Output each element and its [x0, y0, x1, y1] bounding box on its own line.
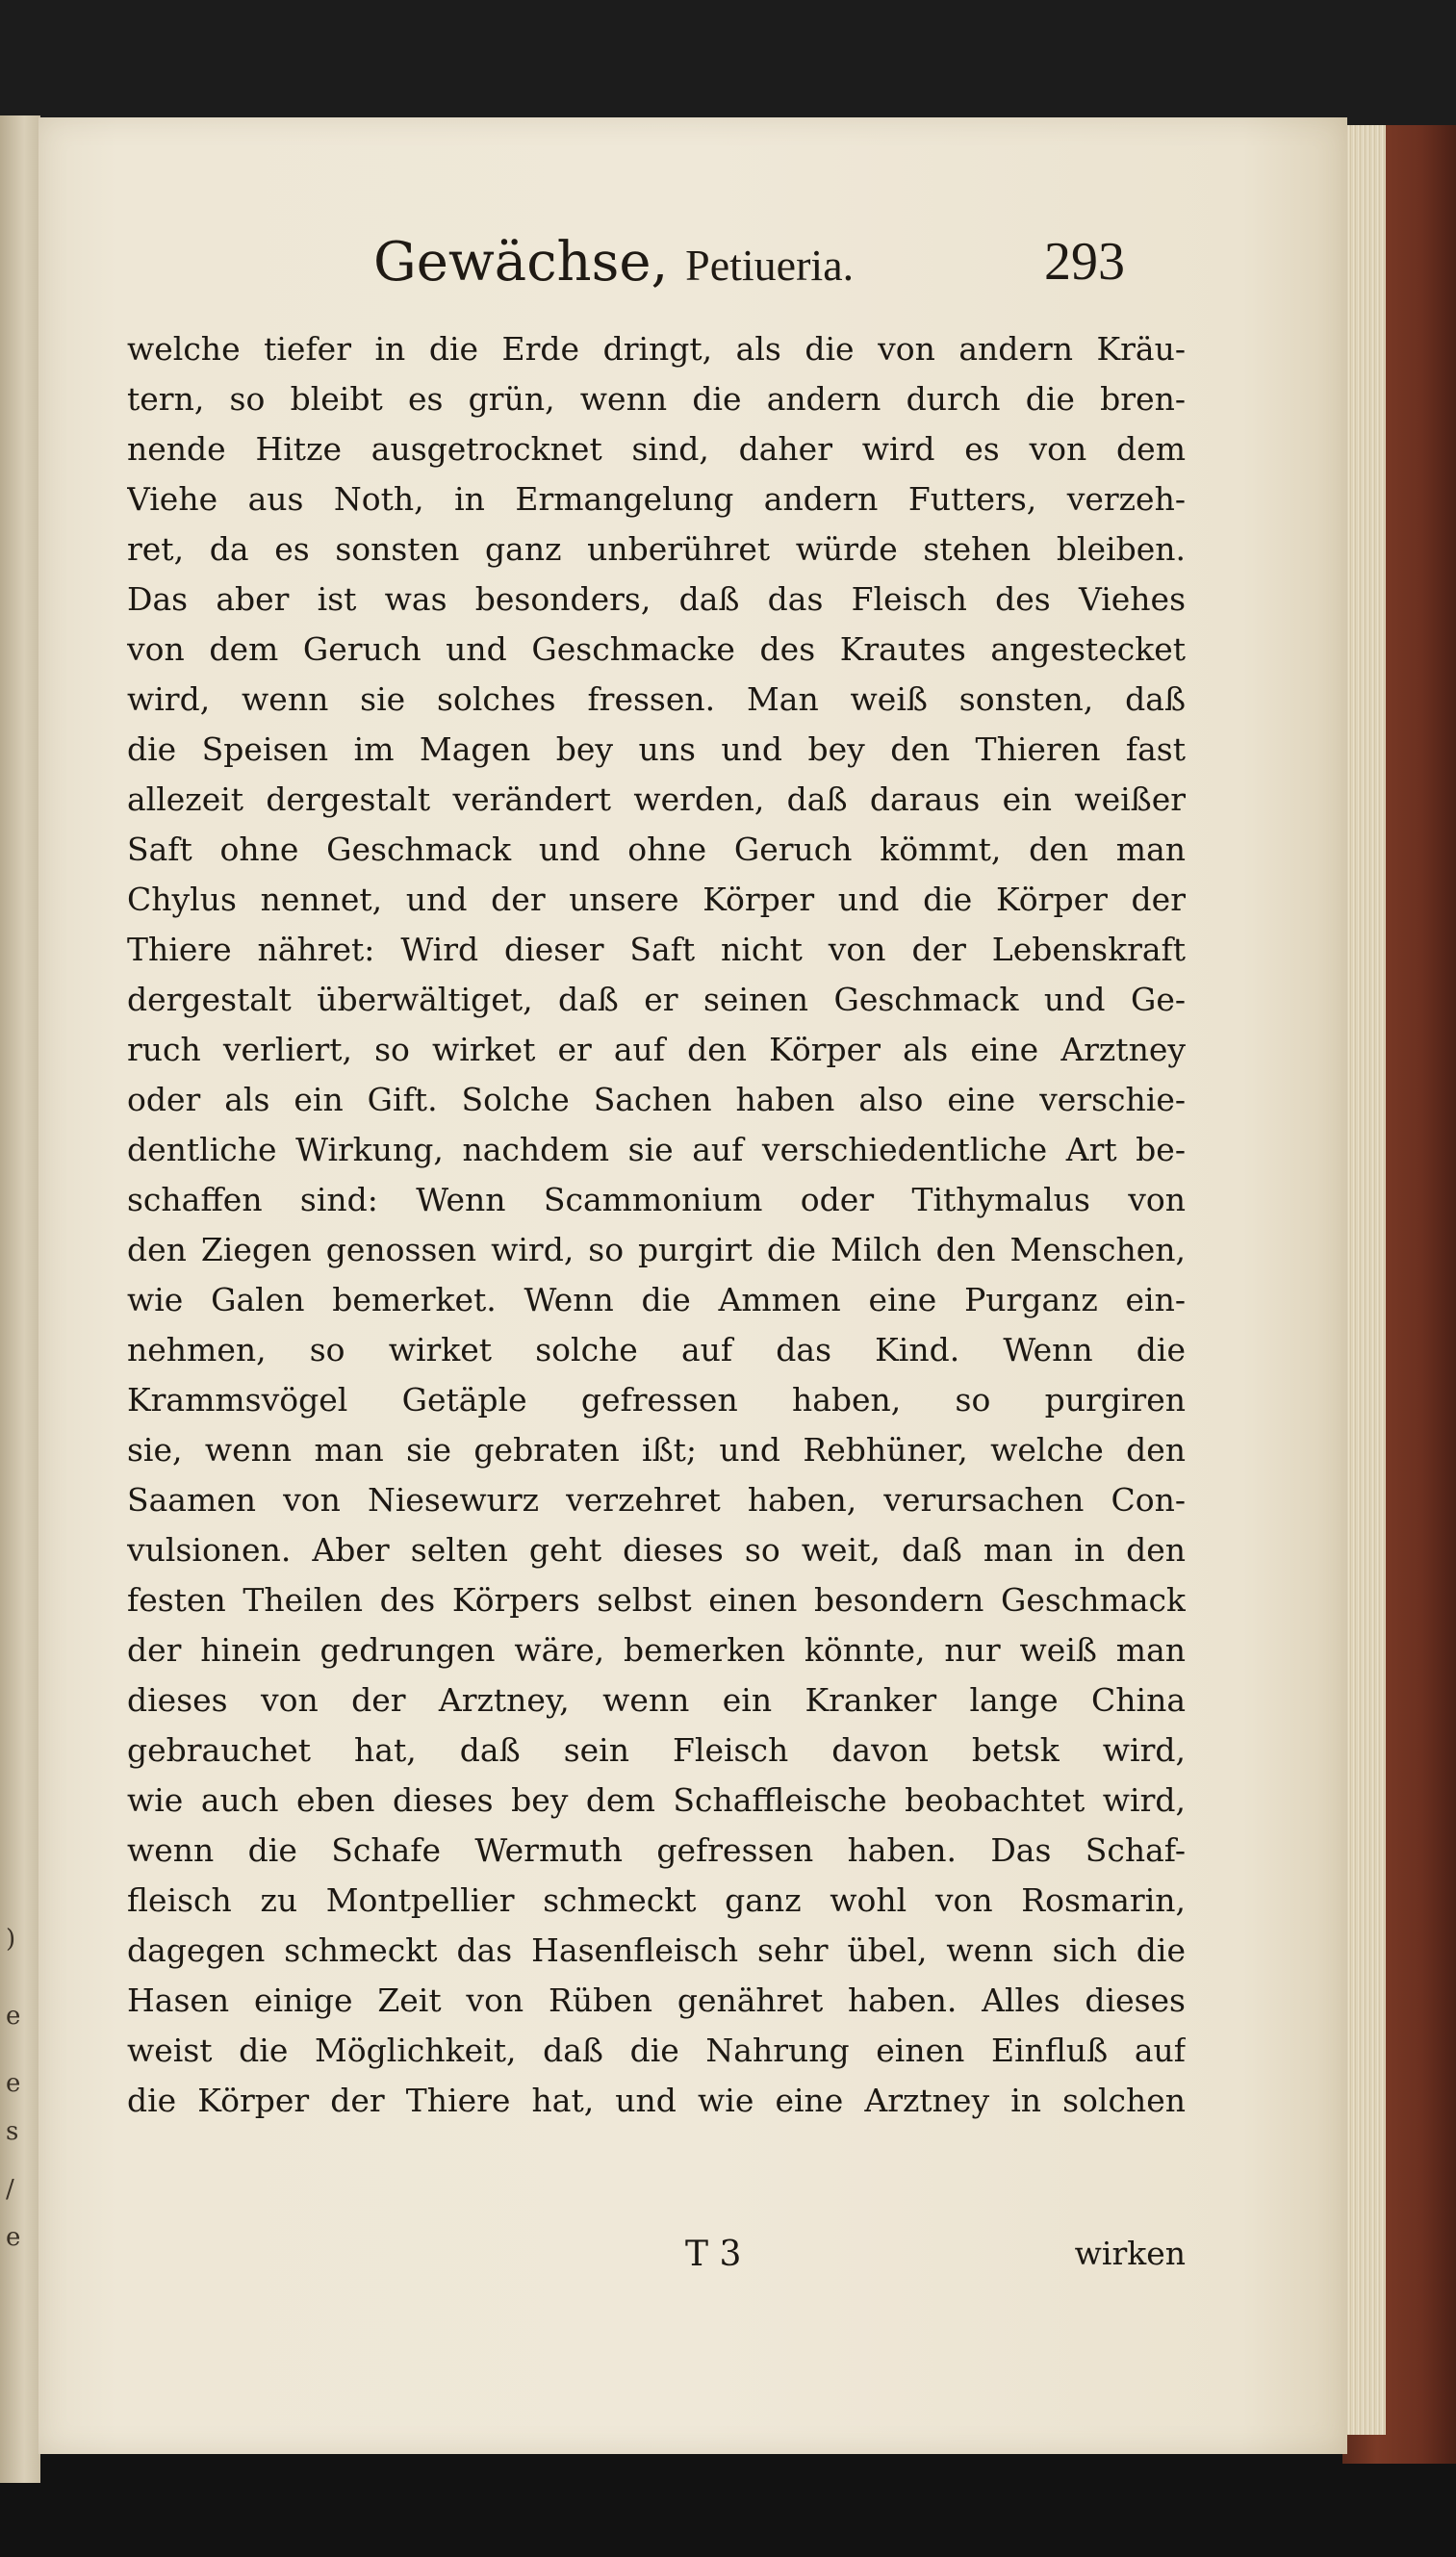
book-page [38, 117, 1347, 2454]
leaf-mark: s [6, 2117, 19, 2146]
text-line: wie auch eben dieses bey dem Schaffleische beobachtet wird, [127, 1781, 1186, 1819]
text-line: fleisch zu Montpellier schmeckt ganz wohl von Rosmarin, [127, 1881, 1186, 1919]
running-title [373, 231, 854, 294]
running-title-genus: Petiueria. [685, 241, 855, 290]
text-line: sie, wenn man sie gebraten ißt; und Rebhüner, welche den [127, 1431, 1186, 1469]
text-line: allezeit dergestalt verändert werden, daß daraus ein weißer [127, 780, 1186, 818]
text-line: welche tiefer in die Erde dringt, als die von andern Kräu- [127, 330, 1186, 368]
page-footer [127, 2235, 1186, 2285]
text-line: den Ziegen genossen wird, so purgirt die Milch den Menschen, [127, 1231, 1186, 1268]
text-line: Hasen einige Zeit von Rüben genähret haben. Alles dieses [127, 1982, 1186, 2019]
page-number: 293 [1044, 232, 1125, 292]
signature-mark: T 3 [685, 2235, 742, 2274]
text-line: Das aber ist was besonders, daß das Fleisch des Viehes [127, 580, 1186, 618]
text-line: ret, da es sonsten ganz unberühret würde stehen bleiben. [127, 530, 1186, 568]
page-header [38, 231, 1347, 318]
text-line: Saft ohne Geschmack und ohne Geruch kömmt, den man [127, 831, 1186, 868]
text-line: die Speisen im Magen bey uns und bey den Thieren fast [127, 730, 1186, 768]
text-line: nende Hitze ausgetrocknet sind, daher wird es von dem [127, 430, 1186, 468]
text-line: dagegen schmeckt das Hasenfleisch sehr übel, wenn sich die [127, 1931, 1186, 1969]
leaf-mark: e [6, 2069, 21, 2098]
text-line: Saamen von Niesewurz verzehret haben, verursachen Con- [127, 1481, 1186, 1519]
running-title-heading: Gewächse, [373, 231, 669, 294]
text-line: gebrauchet hat, daß sein Fleisch davon betsk wird, [127, 1731, 1186, 1769]
leaf-mark: e [6, 2223, 21, 2252]
text-line: Thiere nähret: Wird dieser Saft nicht von der Lebenskraft [127, 931, 1186, 968]
text-line: tern, so bleibt es grün, wenn die andern durch die bren- [127, 380, 1186, 418]
text-line: schaffen sind: Wenn Scammonium oder Tithymalus von [127, 1181, 1186, 1218]
text-line: wie Galen bemerket. Wenn die Ammen eine Purganz ein- [127, 1281, 1186, 1318]
text-line: Viehe aus Noth, in Ermangelung andern Futters, verzeh- [127, 480, 1186, 518]
leaf-mark: / [6, 2175, 14, 2204]
leaf-mark: e [6, 2002, 21, 2031]
text-line: der hinein gedrungen wäre, bemerken könnte, nur weiß man [127, 1631, 1186, 1669]
text-line: von dem Geruch und Geschmacke des Krautes angestecket [127, 630, 1186, 668]
text-line: vulsionen. Aber selten geht dieses so weit, daß man in den [127, 1531, 1186, 1569]
text-line: nehmen, so wirket solche auf das Kind. Wenn die [127, 1331, 1186, 1368]
catchword: wirken [1074, 2235, 1186, 2272]
text-line: weist die Möglichkeit, daß die Nahrung einen Einfluß auf [127, 2032, 1186, 2069]
text-line: Krammsvögel Getäple gefressen haben, so purgiren [127, 1381, 1186, 1419]
text-line: wird, wenn sie solches fressen. Man weiß sonsten, daß [127, 680, 1186, 718]
body-text [127, 324, 1186, 2126]
text-line: die Körper der Thiere hat, und wie eine Arztney in solchen [127, 2082, 1186, 2119]
text-line: festen Theilen des Körpers selbst einen besondern Geschmack [127, 1581, 1186, 1619]
text-line: Chylus nennet, und der unsere Körper und die Körper der [127, 881, 1186, 918]
previous-leaf-edge [0, 115, 40, 2483]
text-line: dieses von der Arztney, wenn ein Kranker lange China [127, 1681, 1186, 1719]
text-line: dergestalt überwältiget, daß er seinen Geschmack und Ge- [127, 981, 1186, 1018]
leaf-mark: ) [6, 1925, 16, 1954]
text-line: wenn die Schafe Wermuth gefressen haben. Das Schaf- [127, 1831, 1186, 1869]
text-line: ruch verliert, so wirket er auf den Körper als eine Arztney [127, 1031, 1186, 1068]
text-line: oder als ein Gift. Solche Sachen haben also eine verschie- [127, 1081, 1186, 1118]
text-line: dentliche Wirkung, nachdem sie auf verschiedentliche Art be- [127, 1131, 1186, 1168]
